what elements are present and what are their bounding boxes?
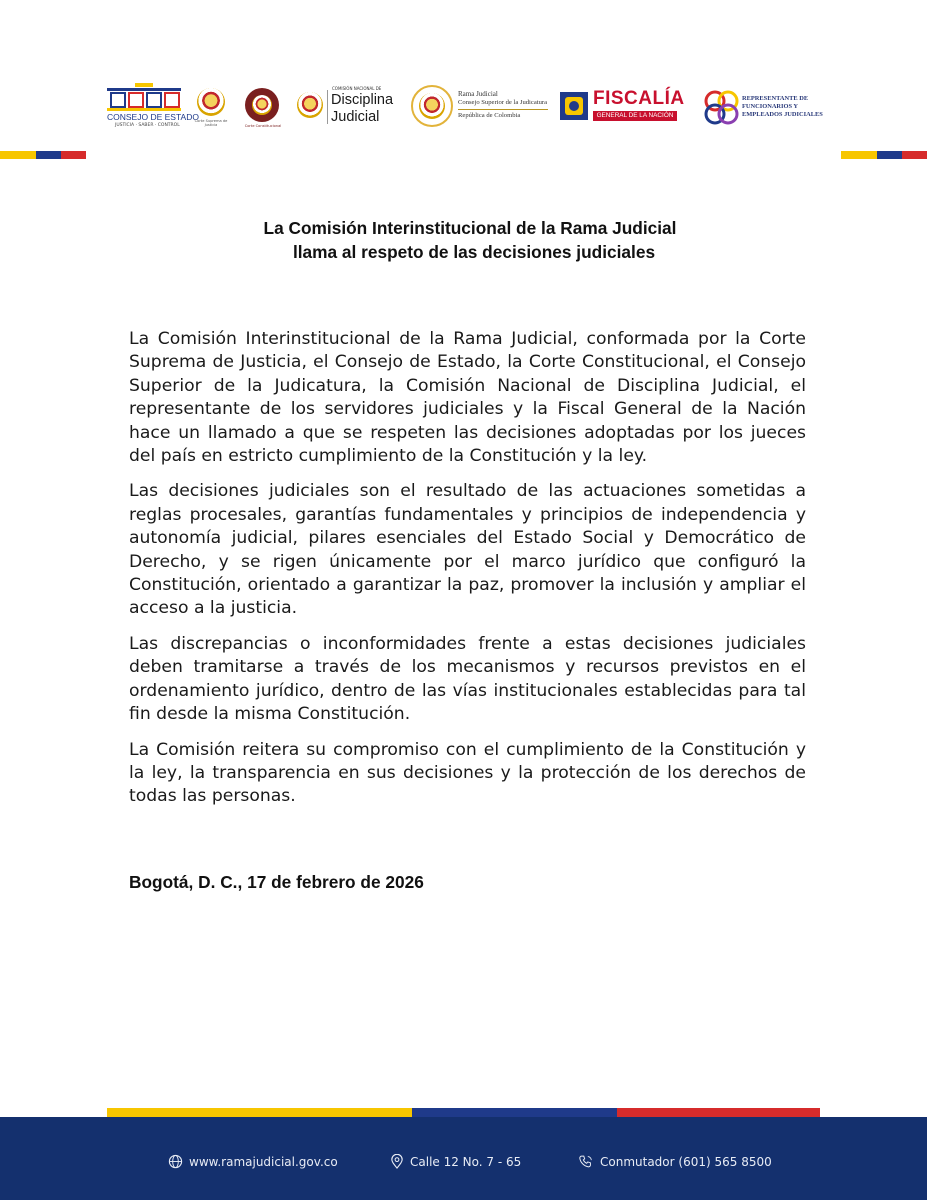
rama-judicial-line1: Rama Judicial [458, 90, 498, 98]
document-body [129, 328, 806, 821]
fiscalia-line1: FISCALÍA [593, 88, 685, 109]
footer-flag-bar [107, 1108, 820, 1117]
disciplina-judicial-logo [295, 82, 400, 134]
disciplina-seal-icon [297, 92, 323, 118]
footer-address [390, 1154, 521, 1169]
rama-judicial-seal-icon [411, 85, 453, 127]
hands-icon [703, 88, 741, 128]
disciplina-small-text: COMISIÓN NACIONAL DE [332, 86, 382, 91]
fiscalia-emblem-icon [560, 92, 588, 120]
representante-line1: REPRESENTANTE DE [742, 95, 809, 102]
paragraph-1: La Comisión Interinstitucional de la Rama Judicial, conformada por la Corte Suprema de Justicia, el Consejo de Estado, la Corte Constitucional, el Consejo Superior de la Judicatura, la Comisión Nacional de Disciplina Judicial, el representante de los servidores judiciales y la Fiscal General de la Nación hace un llamado a que se respeten las decisiones adoptadas por los jueces del país en estricto cumplimiento de la Constitución y la ley. [129, 329, 806, 467]
fiscalia-line2: GENERAL DE LA NACIÓN [593, 111, 677, 121]
document-date: Bogotá, D. C., 17 de febrero de 2026 [129, 872, 424, 892]
document-title [100, 216, 840, 264]
disciplina-line1: Disciplina [331, 92, 394, 108]
footer-address-text: Calle 12 No. 7 - 65 [410, 1154, 522, 1169]
corte-constitucional-logo [243, 82, 283, 134]
title-line-1: La Comisión Interinstitucional de la Rama Judicial [263, 218, 677, 238]
paragraph-2: Las decisiones judiciales son el resultado de las actuaciones sometidas a reglas procesales, garantías fundamentales y principios de independencia y autonomía judicial, pilares esenciales del Estado Social y Democrático de Derecho, y se rigen únicamente por el marco jurídico que configuró la Constitución, orientado a garantizar la paz, promover la inclusión y ampliar el acceso a la justicia. [129, 481, 806, 619]
rama-judicial-line3: República de Colombia [458, 112, 521, 119]
footer-phone-text: Conmutador (601) 565 8500 [600, 1154, 772, 1169]
flag-stripe-left [0, 151, 86, 159]
corte-suprema-seal-icon [197, 88, 225, 116]
representante-logo [703, 82, 825, 134]
footer [0, 1117, 927, 1200]
consejo-de-estado-logo [105, 82, 199, 134]
globe-icon [168, 1154, 183, 1169]
header-logos [105, 82, 825, 134]
footer-website[interactable] [168, 1154, 338, 1169]
rama-judicial-line2: Consejo Superior de la Judicatura [458, 99, 547, 106]
corte-constitucional-seal-icon [245, 88, 279, 122]
flag-stripe-right [841, 151, 927, 159]
footer-phone [578, 1154, 772, 1169]
phone-icon [578, 1154, 594, 1169]
representante-line2: FUNCIONARIOS Y [742, 103, 799, 110]
rama-judicial-logo [410, 82, 550, 134]
corte-suprema-name: Corte Suprema de Justicia [194, 119, 228, 127]
corte-constitucional-name: Corte Constitucional [244, 124, 282, 128]
paragraph-3: Las discrepancias o inconformidades frente a estas decisiones judiciales deben tramitarse a través de los mecanismos y recursos previstos en el ordenamiento jurídico, dentro de las vías institucionales establecidas para tal fin desde la misma Constitución. [129, 633, 806, 725]
consejo-de-estado-tagline: JUSTICIA · SABER · CONTROL [115, 123, 180, 128]
disciplina-line2: Judicial [331, 109, 380, 125]
consejo-de-estado-name: CONSEJO DE ESTADO [107, 112, 199, 122]
consejo-de-estado-building-icon [105, 82, 183, 112]
representante-line3: EMPLEADOS JUDICIALES [742, 111, 823, 118]
fiscalia-logo [560, 82, 685, 134]
footer-website-text[interactable]: www.ramajudicial.gov.co [189, 1154, 338, 1169]
paragraph-4: La Comisión reitera su compromiso con el cumplimiento de la Constitución y la ley, la transparencia en sus decisiones y la protección de los derechos de todas las personas. [129, 739, 806, 807]
location-pin-icon [390, 1154, 404, 1169]
corte-suprema-logo [193, 82, 229, 134]
title-line-2: llama al respeto de las decisiones judiciales [292, 242, 656, 262]
